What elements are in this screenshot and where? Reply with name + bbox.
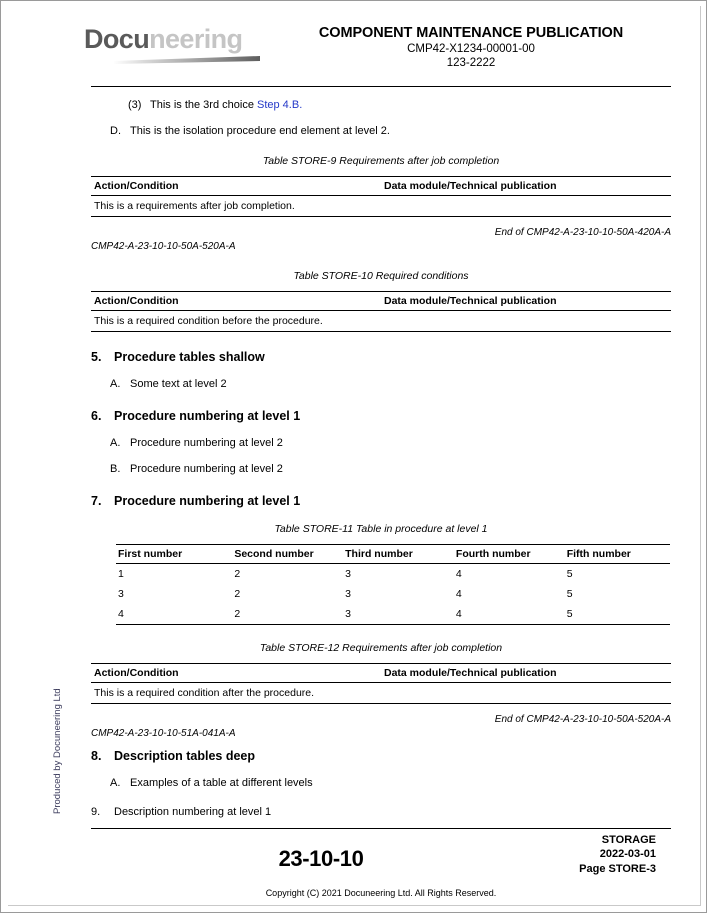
table-store9: [91, 176, 671, 217]
section-heading-5: [91, 349, 671, 365]
section-6-item-b: [91, 462, 671, 476]
column-header-second-number: Second number: [232, 545, 343, 564]
section-5-item-a: [91, 377, 671, 391]
publication-sub-number: 123-2222: [446, 57, 496, 69]
column-header-first-number: First number: [116, 545, 232, 564]
table-store12: [91, 663, 671, 704]
table-row: [91, 683, 671, 704]
footer-copyright: Copyright (C) 2021 Docuneering Ltd. All Rights Reserved.: [265, 888, 497, 898]
column-header-action-condition: Action/Condition: [91, 177, 381, 196]
section-6-item-a-marker: A.: [110, 437, 121, 449]
table-store10-caption: Table STORE-10 Required conditions: [293, 270, 469, 282]
table-cell: 2: [234, 588, 241, 600]
logo-wordmark: [84, 24, 264, 54]
table-row: [91, 311, 671, 332]
section-5-item-a-marker: A.: [110, 378, 121, 390]
table-store11-caption: Table STORE-11 Table in procedure at level 1: [274, 523, 488, 535]
section-5-item-a-text: Some text at level 2: [130, 378, 227, 390]
section-6-marker: 6.: [91, 409, 102, 423]
section-9-marker: 9.: [91, 806, 101, 818]
section-heading-6: [91, 408, 671, 424]
table-cell: 4: [455, 588, 462, 600]
end-of-dm-1: End of CMP42-A-23-10-10-50A-420A-A: [494, 227, 671, 238]
end-of-dm-2: End of CMP42-A-23-10-10-50A-520A-A: [494, 714, 671, 725]
section-8-marker: 8.: [91, 749, 102, 763]
section-8-title: Description tables deep: [114, 749, 256, 763]
table-header-row: [116, 545, 670, 564]
table-cell: 5: [566, 568, 573, 580]
table-cell: 5: [565, 604, 670, 625]
table-header-row: [91, 664, 671, 683]
dm-code-1: CMP42-A-23-10-10-50A-520A-A: [91, 241, 236, 252]
table-cell: 3: [345, 588, 351, 600]
table-cell: 2: [234, 568, 241, 580]
footer-page-number: Page STORE-3: [579, 862, 656, 875]
table-cell: This is a requirements after job completion.: [91, 196, 381, 217]
footer-chapter-code: 23-10-10: [278, 846, 364, 871]
section-6-item-a: [91, 436, 671, 450]
table-store11: [116, 544, 670, 625]
column-header-action-condition: Action/Condition: [91, 664, 381, 683]
table-cell: 1: [118, 568, 124, 580]
choice-item-3: [91, 98, 671, 112]
section-8-item-a-text: Examples of a table at different levels: [130, 777, 313, 789]
table-cell: [381, 311, 671, 332]
table-row: [116, 584, 670, 604]
table-cell: 4: [455, 568, 462, 580]
table-row: [91, 196, 671, 217]
column-header-data-module: Data module/Technical publication: [381, 664, 671, 683]
section-9-title: Description numbering at level 1: [114, 806, 272, 818]
table-store10: [91, 291, 671, 332]
table-cell: [381, 683, 671, 704]
section-heading-8: [91, 748, 671, 764]
document-body: [91, 92, 671, 819]
table-cell: 3: [343, 604, 454, 625]
footer-date: 2022-03-01: [599, 848, 656, 861]
header-title-block: [274, 24, 668, 70]
section-6-item-a-text: Procedure numbering at level 2: [130, 437, 283, 449]
section-5-title: Procedure tables shallow: [114, 350, 265, 364]
isolation-item-d: [91, 124, 671, 138]
column-header-fifth-number: Fifth number: [565, 545, 670, 564]
table-row: [116, 604, 670, 625]
choice-item-marker: (3): [128, 99, 142, 111]
section-6-item-b-text: Procedure numbering at level 2: [130, 463, 283, 475]
table-row: [116, 564, 670, 585]
side-producer-text: Produced by Docuneering Ltd: [52, 688, 63, 814]
table-header-row: [91, 177, 671, 196]
footer-divider: [91, 828, 671, 829]
table-cell: 2: [232, 604, 343, 625]
choice-item-text: This is the 3rd choice: [150, 99, 257, 111]
table-cell: This is a required condition after the procedure.: [91, 683, 381, 704]
footer-chapter-name: STORAGE: [601, 834, 656, 846]
logo-wedge-icon: [114, 56, 260, 64]
section-6-item-b-marker: B.: [110, 463, 121, 475]
section-8-item-a-marker: A.: [110, 777, 121, 789]
table-cell: 5: [566, 588, 573, 600]
docuneering-logo: [84, 24, 264, 70]
column-header-data-module: Data module/Technical publication: [381, 177, 671, 196]
publication-number: CMP42-X1234-00001-00: [407, 43, 535, 55]
page-sheet: [8, 6, 701, 906]
table-cell: [381, 196, 671, 217]
isolation-item-text: This is the isolation procedure end element at level 2.: [130, 125, 390, 137]
step-reference-link[interactable]: Step 4.B.: [257, 99, 303, 111]
section-5-marker: 5.: [91, 350, 102, 364]
footer-info-block: [579, 833, 656, 876]
table-header-row: [91, 292, 671, 311]
dm-code-2: CMP42-A-23-10-10-51A-041A-A: [91, 728, 236, 739]
column-header-fourth-number: Fourth number: [454, 545, 565, 564]
logo-text-primary: Docu: [84, 24, 150, 54]
section-heading-7: [91, 493, 671, 509]
table-cell: 3: [118, 588, 124, 600]
section-heading-9: [91, 805, 671, 819]
table-store12-caption: Table STORE-12 Requirements after job completion: [259, 642, 503, 654]
table-store9-caption: Table STORE-9 Requirements after job completion: [262, 155, 500, 167]
header-divider: [91, 86, 671, 87]
section-6-title: Procedure numbering at level 1: [114, 409, 301, 423]
table-cell: This is a required condition before the procedure.: [91, 311, 381, 332]
isolation-item-marker: D.: [110, 125, 121, 137]
table-cell: 4: [454, 604, 565, 625]
section-7-marker: 7.: [91, 494, 102, 508]
table-cell: 4: [116, 604, 232, 625]
column-header-data-module: Data module/Technical publication: [381, 292, 671, 311]
column-header-third-number: Third number: [343, 545, 454, 564]
document-header: [84, 16, 668, 78]
section-8-item-a: [91, 776, 671, 790]
column-header-action-condition: Action/Condition: [91, 292, 381, 311]
table-cell: 3: [345, 568, 351, 580]
logo-text-secondary: neering: [149, 24, 243, 54]
section-7-title: Procedure numbering at level 1: [114, 494, 301, 508]
publication-title: COMPONENT MAINTENANCE PUBLICATION: [318, 25, 624, 41]
